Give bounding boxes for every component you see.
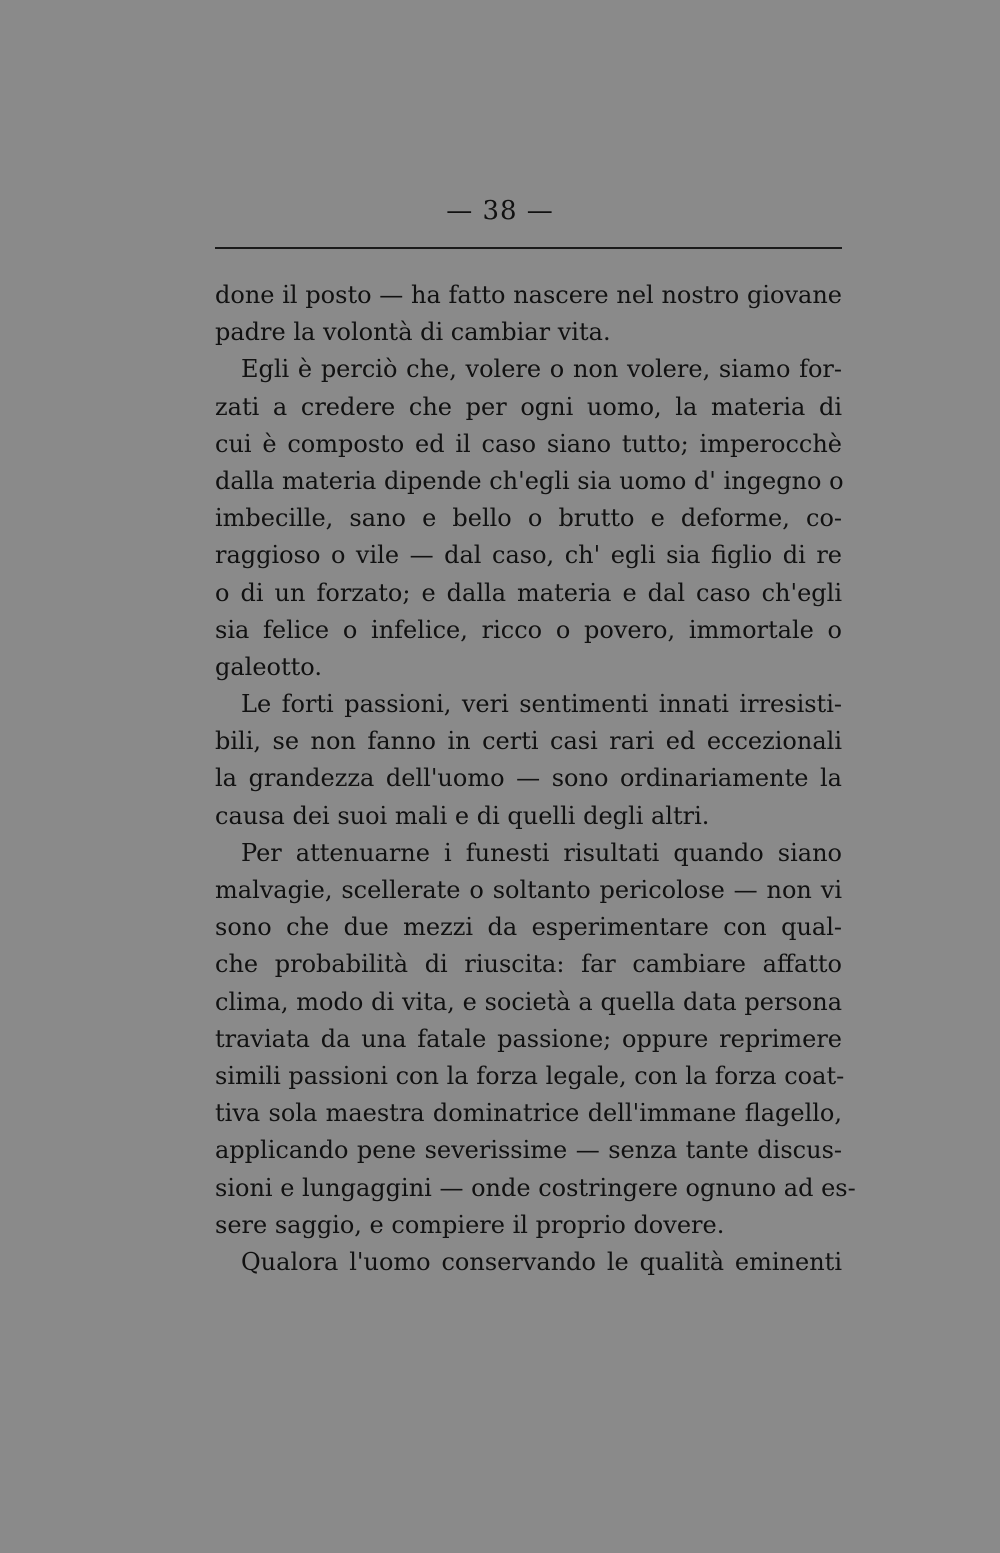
text-line: dalla materia dipende ch'egli sia uomo d' ingegno o xyxy=(215,466,844,495)
body-text xyxy=(215,277,856,1281)
text-line: o di un forzato; e dalla materia e dal caso ch'egli xyxy=(215,578,842,607)
text-line: simili passioni con la forza legale, con la forza coat- xyxy=(215,1061,845,1090)
text-line: imbecille, sano e bello o brutto e deforme, co- xyxy=(215,504,842,533)
text-line: raggioso o vile — dal caso, ch' egli sia figlio di re xyxy=(215,541,842,570)
text-line: sere saggio, e compiere il proprio dovere. xyxy=(215,1210,725,1239)
text-line: Egli è perciò che, volere o non volere, siamo for- xyxy=(241,355,842,384)
text-line: clima, modo di vita, e società a quella data persona xyxy=(215,987,842,1016)
header-rule xyxy=(215,247,842,249)
text-line: zati a credere che per ogni uomo, la materia di xyxy=(215,392,842,421)
text-line: sono che due mezzi da esperimentare con qual- xyxy=(215,913,842,942)
text-line: padre la volontà di cambiar vita. xyxy=(215,318,611,347)
text-line: tiva sola maestra dominatrice dell'immane flagello, xyxy=(215,1099,842,1128)
text-line: done il posto — ha fatto nascere nel nostro giovane xyxy=(215,281,842,309)
text-line: Per attenuarne i funesti risultati quando siano xyxy=(241,838,842,867)
text-line: causa dei suoi mali e di quelli degli altri. xyxy=(215,801,710,830)
text-line: applicando pene severissime — senza tante discus- xyxy=(215,1136,842,1165)
text-line: galeotto. xyxy=(215,652,322,681)
text-line: sioni e lungaggini — onde costringere ognuno ad es- xyxy=(215,1173,856,1202)
text-line: Le forti passioni, veri sentimenti innati irresisti- xyxy=(241,690,842,719)
text-line: che probabilità di riuscita: far cambiare affatto xyxy=(215,950,842,979)
page-number: — 38 — xyxy=(446,196,554,226)
text-line: sia felice o infelice, ricco o povero, immortale o xyxy=(215,615,842,644)
text-line: Qualora l'uomo conservando le qualità eminenti xyxy=(241,1247,842,1276)
text-line: la grandezza dell'uomo — sono ordinariamente la xyxy=(215,764,842,793)
text-line: traviata da una fatale passione; oppure reprimere xyxy=(215,1024,842,1053)
text-line: malvagie, scellerate o soltanto pericolose — non vi xyxy=(215,876,842,904)
text-line: cui è composto ed il caso siano tutto; imperocchè xyxy=(215,429,842,458)
text-line: bili, se non fanno in certi casi rari ed eccezionali xyxy=(215,727,842,756)
